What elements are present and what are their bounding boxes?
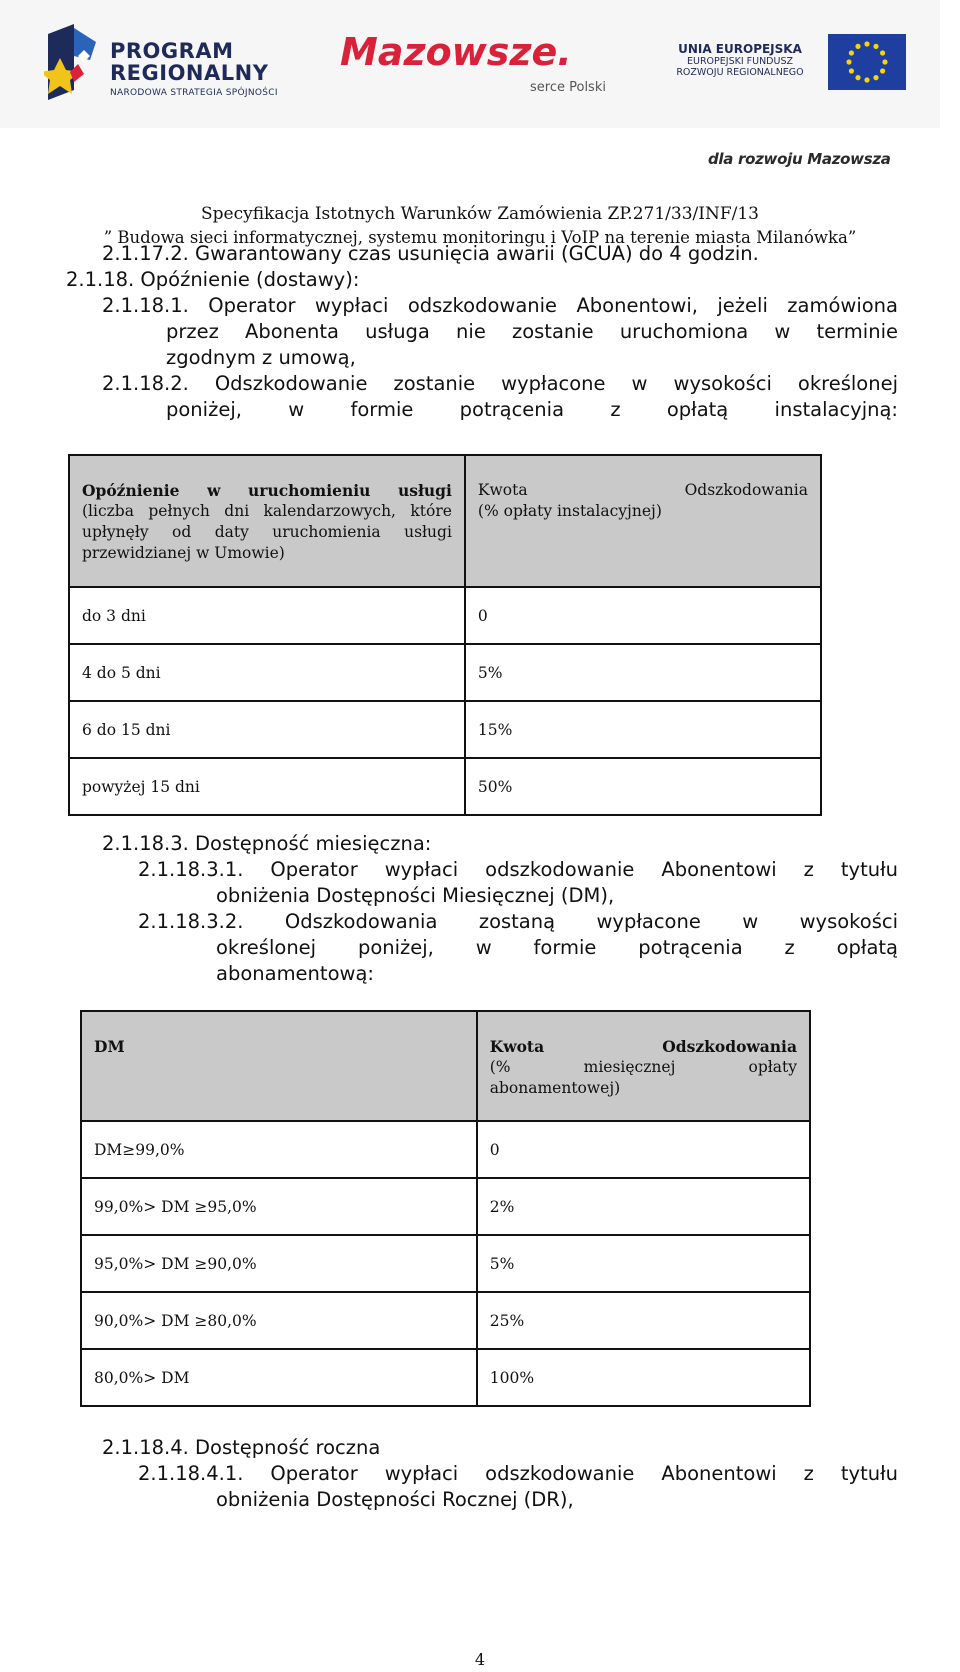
table-header-row	[69, 455, 821, 587]
logo-program-line3: NARODOWA STRATEGIA SPÓJNOŚCI	[110, 88, 278, 98]
table-cell-amount: 5%	[477, 1235, 810, 1292]
table-header-row	[81, 1011, 810, 1121]
header-delay-line1: (liczba pełnych dni kalendarzowych, które	[82, 502, 452, 520]
table-cell-delay: 6 do 15 dni	[69, 701, 465, 758]
eu-logo-line1: UNIA EUROPEJSKA	[678, 42, 802, 56]
mazowsze-subtitle: serce Polski	[530, 80, 606, 95]
section-2-1-18-3: 2.1.18.3. Dostępność miesięczna:	[102, 832, 432, 855]
mazowsze-logo	[340, 30, 620, 100]
mazowsze-wordmark: Mazowsze.	[340, 30, 572, 74]
header-amount-line2: abonamentowej)	[489, 1079, 621, 1097]
table-cell-dm: DM≥99,0%	[81, 1121, 477, 1178]
header-cell-delay	[69, 455, 465, 587]
section-2-1-18-3-1-line1: 2.1.18.3.1. Operator wypłaci odszkodowanie Abonentowi z tytułu	[138, 858, 898, 881]
logo-program-line1: PROGRAM	[110, 39, 234, 63]
section-2-1-18-3-2-line2: określonej poniżej, w formie potrącenia z opłatą	[216, 936, 898, 959]
section-2-1-18-2-line2: poniżej, w formie potrącenia z opłatą instalacyjną:	[166, 398, 898, 421]
header-cell-dm: DM	[81, 1011, 477, 1121]
table-cell-delay: powyżej 15 dni	[69, 758, 465, 815]
eu-flag-icon	[828, 34, 906, 90]
table-cell-amount: 100%	[477, 1349, 810, 1406]
eu-star	[880, 68, 885, 73]
table-cell-amount: 50%	[465, 758, 821, 815]
table-row	[81, 1349, 810, 1406]
table-cell-dm: 95,0%> DM ≥90,0%	[81, 1235, 477, 1292]
section-2-1-18: 2.1.18. Opóźnienie (dostawy):	[66, 268, 360, 291]
section-2-1-18-3-2-line1: 2.1.18.3.2. Odszkodowania zostaną wypłacone w wysokości	[138, 910, 898, 933]
eu-star	[873, 44, 878, 49]
section-2-1-18-4-1-line2: obniżenia Dostępności Rocznej (DR),	[216, 1488, 574, 1511]
program-regionalny-logo	[44, 20, 304, 110]
eu-star	[855, 75, 860, 80]
table-cell-dm: 90,0%> DM ≥80,0%	[81, 1292, 477, 1349]
table-row	[81, 1235, 810, 1292]
eu-logo-line2: EUROPEJSKI FUNDUSZ	[687, 56, 793, 67]
section-2-1-18-1-line3: zgodnym z umową,	[166, 346, 356, 369]
table-cell-amount: 15%	[465, 701, 821, 758]
section-2-1-18-1-line2: przez Abonenta usługa nie zostanie uruchomiona w terminie	[166, 320, 898, 343]
table-cell-amount: 25%	[477, 1292, 810, 1349]
table-row	[69, 587, 821, 644]
table-cell-dm: 99,0%> DM ≥95,0%	[81, 1178, 477, 1235]
table-cell-amount: 5%	[465, 644, 821, 701]
section-2-1-18-3-2-line3: abonamentową:	[216, 962, 374, 985]
table-row	[69, 701, 821, 758]
header-amount-title: Kwota Odszkodowania	[477, 481, 808, 499]
header-delay-line2: upłynęły od daty uruchomienia usługi	[82, 523, 452, 541]
delay-compensation-table	[68, 454, 822, 816]
table-row	[69, 758, 821, 815]
table-cell-delay: do 3 dni	[69, 587, 465, 644]
page-number: 4	[474, 1650, 486, 1669]
logo-program-line2: REGIONALNY	[110, 61, 269, 85]
eu-star	[864, 41, 869, 46]
header-cell-amount	[465, 455, 821, 587]
header-cell-amount	[477, 1011, 810, 1121]
eu-star	[880, 50, 885, 55]
section-2-1-18-2-line1: 2.1.18.2. Odszkodowanie zostanie wypłacone w wysokości określonej	[102, 372, 898, 395]
eu-star	[864, 77, 869, 82]
header-delay-title: Opóźnienie w uruchomieniu usługi	[82, 481, 452, 500]
eu-star	[846, 59, 851, 64]
table-row	[81, 1292, 810, 1349]
header-delay-line3: przewidzianej w Umowie)	[82, 544, 285, 562]
header-amount-line1: (% miesięcznej opłaty	[489, 1058, 797, 1076]
header-amount-note: (% opłaty instalacyjnej)	[477, 502, 662, 520]
table-cell-amount: 0	[465, 587, 821, 644]
project-title: ” Budowa sieci informatycznej, systemu monitoringu i VoIP na terenie miasta Milanówka”	[103, 228, 857, 247]
eu-star	[849, 68, 854, 73]
tagline: dla rozwoju Mazowsza	[708, 150, 891, 168]
table-cell-amount: 2%	[477, 1178, 810, 1235]
eu-star	[855, 44, 860, 49]
section-2-1-18-1-line1: 2.1.18.1. Operator wypłaci odszkodowanie Abonentowi, jeżeli zamówiona	[102, 294, 898, 317]
eu-logo	[660, 34, 900, 94]
table-cell-delay: 4 do 5 dni	[69, 644, 465, 701]
monthly-availability-table	[80, 1010, 811, 1407]
eu-logo-line3: ROZWOJU REGIONALNEGO	[676, 67, 804, 78]
table-row	[69, 644, 821, 701]
section-2-1-17-2: 2.1.17.2. Gwarantowany czas usunięcia awarii (GCUA) do 4 godzin.	[102, 242, 759, 265]
section-2-1-18-3-1-line2: obniżenia Dostępności Miesięcznej (DM),	[216, 884, 615, 907]
section-2-1-18-4-1-line1: 2.1.18.4.1. Operator wypłaci odszkodowanie Abonentowi z tytułu	[138, 1462, 898, 1485]
eu-star	[882, 59, 887, 64]
star-logo-icon	[44, 20, 100, 108]
table-row	[81, 1178, 810, 1235]
eu-star	[873, 75, 878, 80]
table-cell-dm: 80,0%> DM	[81, 1349, 477, 1406]
table-row	[81, 1121, 810, 1178]
specification-title: Specyfikacja Istotnych Warunków Zamówienia ZP.271/33/INF/13	[201, 204, 759, 224]
table-cell-amount: 0	[477, 1121, 810, 1178]
header-amount-title: Kwota Odszkodowania	[489, 1037, 797, 1056]
eu-star	[849, 50, 854, 55]
section-2-1-18-4: 2.1.18.4. Dostępność roczna	[102, 1436, 381, 1459]
